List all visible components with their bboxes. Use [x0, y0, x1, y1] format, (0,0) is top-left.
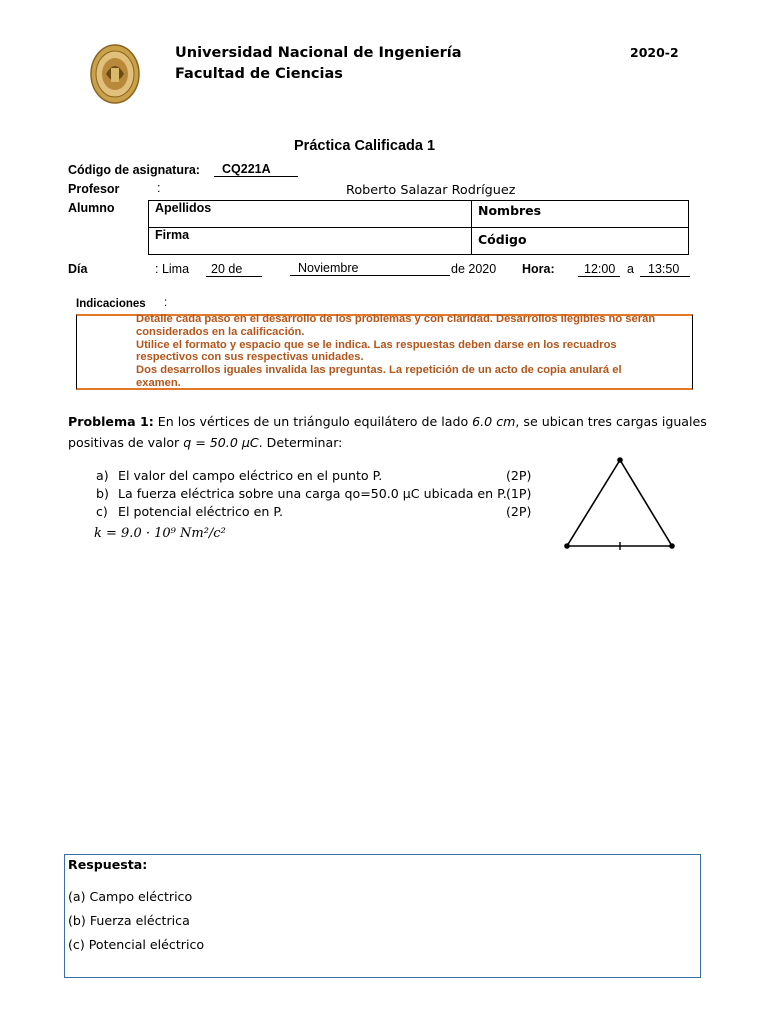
end-time: 13:50	[640, 262, 690, 277]
answer-title: Respuesta:	[68, 857, 148, 872]
course-code-value: CQ221A	[214, 162, 298, 177]
university-seal-logo	[90, 44, 140, 104]
problem-statement-line2	[68, 435, 342, 450]
indication-line: Detalle cada paso en el desarrollo de los problemas y con claridad. Desarrollos ilegibles no serán	[136, 313, 656, 325]
problem-charge: q = 50.0 μC	[183, 435, 259, 450]
start-time: 12:00	[578, 262, 620, 277]
city: : Lima	[155, 262, 190, 276]
course-code-label: Código de asignatura:	[68, 163, 200, 177]
student-info-table	[148, 200, 689, 255]
answer-item: (a) Campo eléctrico	[68, 889, 193, 904]
professor-name: Roberto Salazar Rodríguez	[346, 183, 516, 198]
problem-side: 6.0 cm	[472, 414, 516, 429]
exam-title: Práctica Calificada 1	[294, 138, 436, 154]
problem-item-b	[96, 486, 536, 501]
date-day: 20 de	[206, 262, 262, 277]
nombres-cell[interactable]	[472, 201, 689, 228]
item-letter: c)	[96, 504, 108, 519]
problem-label: Problema 1:	[68, 414, 154, 429]
item-points: (1P)	[506, 486, 532, 501]
indication-line: respectivos con sus respectivas unidades.	[136, 351, 364, 364]
hour-label: Hora:	[522, 262, 555, 276]
problem-text-1: En los vértices de un triángulo equilátero de lado	[153, 414, 473, 429]
firma-label: Firma	[155, 228, 190, 242]
firma-cell[interactable]	[149, 228, 472, 255]
apellidos-label: Apellidos	[155, 201, 212, 215]
problem-item-c	[96, 504, 536, 519]
indication-line: considerados en la calificación.	[136, 325, 305, 338]
indication-line: examen.	[136, 376, 181, 389]
problem-item-a	[96, 468, 536, 483]
problem-text-2: , se ubican tres cargas iguales	[515, 414, 707, 429]
problem-text-4: . Determinar:	[258, 435, 343, 450]
student-label: Alumno	[68, 201, 115, 215]
university-name: Universidad Nacional de Ingeniería	[175, 45, 462, 61]
nombres-label: Nombres	[478, 203, 542, 218]
date-month: Noviembre	[290, 261, 450, 276]
problem-statement-line1	[68, 414, 707, 429]
indications-colon: :	[164, 297, 168, 309]
professor-colon: :	[157, 181, 161, 195]
indications-text	[136, 313, 688, 390]
indications-label: Indicaciones	[76, 298, 146, 310]
item-points: (2P)	[506, 504, 532, 519]
item-points: (2P)	[506, 468, 532, 483]
date-year: de 2020	[451, 262, 497, 276]
answer-item: (b) Fuerza eléctrica	[68, 913, 190, 928]
triangle-figure	[560, 454, 680, 554]
codigo-label: Código	[478, 232, 527, 247]
day-label: Día	[68, 262, 88, 276]
item-letter: b)	[96, 486, 109, 501]
indication-line: Dos desarrollos iguales invalida las preguntas. La repetición de un acto de copia anulará el	[136, 364, 622, 377]
item-letter: a)	[96, 468, 109, 483]
item-text: El valor del campo eléctrico en el punto P.	[118, 468, 383, 483]
problem-text-3: positivas de valor	[68, 435, 184, 450]
apellidos-cell[interactable]	[149, 201, 472, 228]
coulomb-constant: k = 9.0 · 10⁹ Nm²/c²	[94, 526, 226, 541]
academic-term: 2020-2	[630, 45, 679, 60]
time-separator: a	[627, 262, 634, 276]
faculty-name: Facultad de Ciencias	[175, 66, 343, 82]
item-text: La fuerza eléctrica sobre una carga qo=50.0 μC ubicada en P.	[118, 486, 507, 501]
indication-line: Utilice el formato y espacio que se le indica. Las respuestas deben darse en los recuadros	[136, 338, 617, 351]
codigo-cell[interactable]	[472, 228, 689, 255]
answer-item: (c) Potencial eléctrico	[68, 937, 205, 952]
professor-label: Profesor	[68, 182, 120, 196]
item-text: El potencial eléctrico en P.	[118, 504, 284, 519]
